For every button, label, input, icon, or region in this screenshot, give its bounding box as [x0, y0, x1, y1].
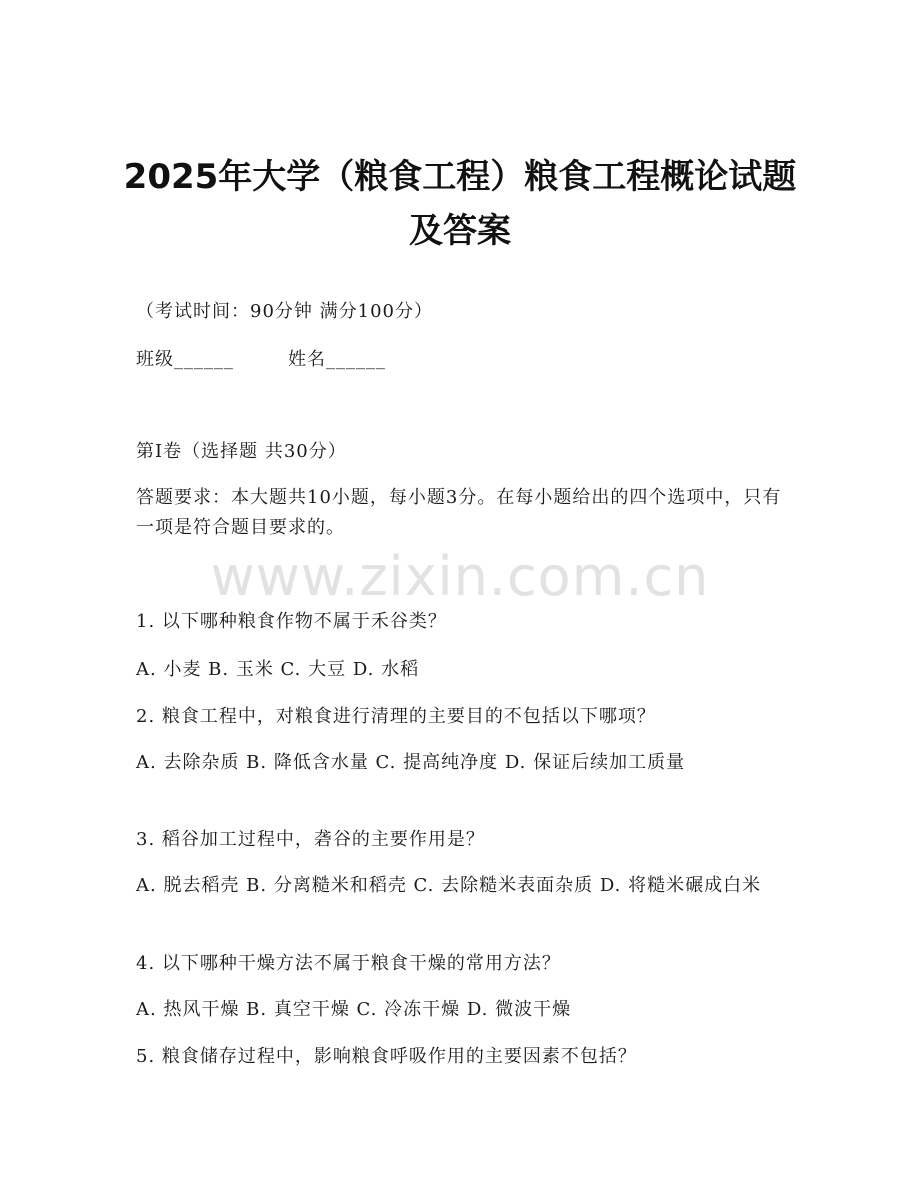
- student-info: [136, 345, 786, 375]
- question-4: 4. 以下哪种干燥方法不属于粮食干燥的常用方法？: [136, 953, 561, 974]
- answer-requirement: 答题要求：本大题共10小题，每小题3分。在每小题给出的四个选项中，只有一项是符合题目要求的。: [136, 487, 782, 538]
- exam-info: （考试时间：90分钟 满分100分）: [136, 301, 433, 322]
- question-5: 5. 粮食储存过程中，影响粮食呼吸作用的主要因素不包括？: [136, 1046, 637, 1067]
- class-field: 班级______: [136, 349, 234, 370]
- options-1: A. 小麦 B. 玉米 C. 大豆 D. 水稻: [136, 659, 420, 680]
- name-field: 姓名______: [288, 349, 386, 370]
- question-1: 1. 以下哪种粮食作物不属于禾谷类？: [136, 611, 447, 632]
- document-title: 2025年大学（粮食工程）粮食工程概论试题及答案: [123, 157, 797, 251]
- watermark: www.zixin.com.cn: [210, 545, 710, 608]
- question-2: 2. 粮食工程中，对粮食进行清理的主要目的不包括以下哪项？: [136, 706, 656, 727]
- options-3: A. 脱去稻壳 B. 分离糙米和稻壳 C. 去除糙米表面杂质 D. 将糙米碾成白米: [136, 875, 762, 896]
- section-title: 第I卷（选择题 共30分）: [136, 441, 347, 462]
- options-2: A. 去除杂质 B. 降低含水量 C. 提高纯净度 D. 保证后续加工质量: [136, 752, 686, 773]
- question-3: 3. 稻谷加工过程中，砻谷的主要作用是？: [136, 829, 485, 850]
- options-4: A. 热风干燥 B. 真空干燥 C. 冷冻干燥 D. 微波干燥: [136, 999, 572, 1020]
